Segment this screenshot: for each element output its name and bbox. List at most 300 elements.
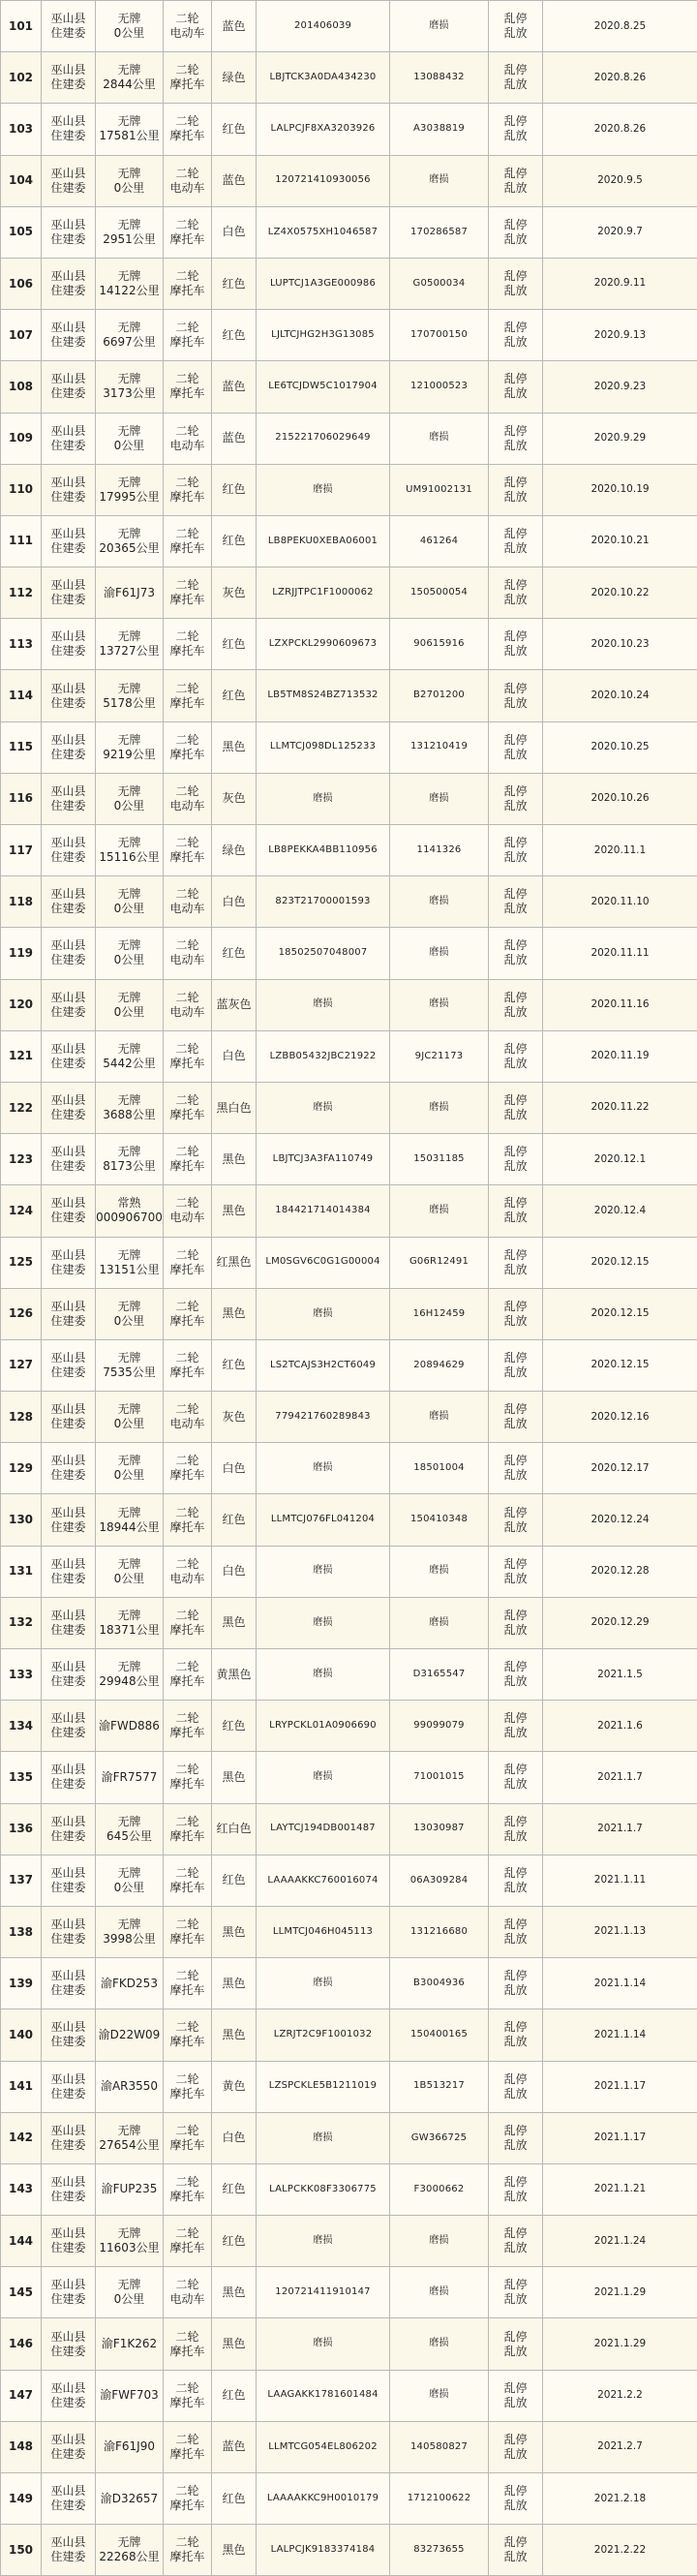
color-cell xyxy=(212,1082,257,1133)
engine-number-cell-text: G06R12491 xyxy=(409,1256,469,1267)
vehicle-type-cell xyxy=(164,155,212,206)
engine-number-cell-text: 461264 xyxy=(420,536,458,546)
plate-cell xyxy=(96,1752,164,1803)
unit-cell-text: 住建委 xyxy=(50,1108,85,1121)
unit-cell-text: 巫山县 xyxy=(50,1196,85,1210)
row-index-text: 142 xyxy=(9,2131,33,2144)
plate-cell-text: 渝FR7577 xyxy=(102,1770,158,1784)
unit-cell-text: 住建委 xyxy=(50,2190,85,2203)
color-cell-text: 黄黑色 xyxy=(216,1668,251,1681)
color-cell xyxy=(212,1649,257,1701)
engine-number-cell-text: UM91002131 xyxy=(406,484,472,495)
engine-number-cell-text: G0500034 xyxy=(413,278,466,289)
unit-cell-text: 住建委 xyxy=(50,2035,85,2048)
vehicle-type-cell-text: 电动车 xyxy=(169,1417,204,1430)
color-cell-text: 黑色 xyxy=(222,1204,245,1217)
reason-cell xyxy=(489,567,543,619)
unit-cell xyxy=(42,1649,96,1701)
date-cell xyxy=(543,721,697,773)
date-cell xyxy=(543,464,697,515)
reason-cell-text: 乱停 xyxy=(503,2072,527,2086)
reason-cell-text: 乱放 xyxy=(503,1468,527,1482)
unit-cell xyxy=(42,619,96,670)
row-index-text: 110 xyxy=(9,482,33,496)
table-row xyxy=(1,1546,697,1597)
unit-cell xyxy=(42,1906,96,1957)
vehicle-type-cell xyxy=(164,2473,212,2525)
vin-cell-text: LUPTCJ1A3GE000986 xyxy=(270,278,376,289)
engine-number-cell xyxy=(390,2525,489,2576)
color-cell-text: 红色 xyxy=(222,2182,245,2195)
unit-cell xyxy=(42,876,96,928)
reason-cell-text: 乱停 xyxy=(503,1917,527,1931)
engine-number-cell xyxy=(390,1701,489,1752)
row-index-text: 118 xyxy=(9,895,33,908)
table-row xyxy=(1,1443,697,1494)
vin-cell xyxy=(257,2525,390,2576)
reason-cell-text: 乱停 xyxy=(503,2278,527,2291)
engine-number-cell xyxy=(390,1546,489,1597)
unit-cell-text: 住建委 xyxy=(50,1365,85,1379)
plate-cell-text: 5442公里 xyxy=(103,1057,156,1070)
vin-cell-text: LZRJT2C9F1001032 xyxy=(274,2029,373,2039)
vin-cell xyxy=(257,1855,390,1906)
color-cell-text: 黑色 xyxy=(222,1925,245,1939)
color-cell-text: 黑色 xyxy=(222,1306,245,1320)
plate-cell-text: 无牌 xyxy=(117,1454,140,1467)
reason-cell xyxy=(489,1288,543,1339)
reason-cell xyxy=(489,258,543,309)
row-index xyxy=(1,1392,42,1443)
date-cell xyxy=(543,773,697,824)
vehicle-type-cell-text: 二轮 xyxy=(175,1402,198,1416)
reason-cell-text: 乱停 xyxy=(503,2175,527,2189)
reason-cell-text: 乱停 xyxy=(503,1866,527,1880)
vin-cell-text: LALPCKK08F3306775 xyxy=(269,2184,377,2194)
unit-cell xyxy=(42,1752,96,1803)
reason-cell-text: 乱放 xyxy=(503,181,527,195)
color-cell-text: 红色 xyxy=(222,1358,245,1371)
date-cell xyxy=(543,1134,697,1185)
date-cell xyxy=(543,1030,697,1082)
date-cell-text: 2020.9.13 xyxy=(594,329,646,341)
reason-cell-text: 乱放 xyxy=(503,2241,527,2254)
row-index-text: 117 xyxy=(9,843,33,857)
reason-cell xyxy=(489,876,543,928)
date-cell xyxy=(543,1392,697,1443)
vin-cell xyxy=(257,1185,390,1237)
color-cell xyxy=(212,2112,257,2163)
plate-cell xyxy=(96,1546,164,1597)
date-cell xyxy=(543,52,697,104)
engine-number-cell-text: 06A309284 xyxy=(410,1875,469,1886)
reason-cell-text: 乱放 xyxy=(503,748,527,761)
plate-cell xyxy=(96,52,164,104)
reason-cell xyxy=(489,670,543,721)
row-index xyxy=(1,1494,42,1546)
color-cell xyxy=(212,1803,257,1855)
plate-cell-text: 渝FWD886 xyxy=(99,1719,160,1733)
row-index xyxy=(1,1,42,52)
vin-cell xyxy=(257,670,390,721)
vehicle-type-cell xyxy=(164,1134,212,1185)
vehicle-type-cell xyxy=(164,1546,212,1597)
reason-cell xyxy=(489,2525,543,2576)
date-cell-text: 2021.2.7 xyxy=(597,2440,643,2452)
row-index xyxy=(1,1237,42,1288)
date-cell-text: 2020.10.23 xyxy=(591,638,649,650)
plate-cell-text: 无牌 xyxy=(117,1402,140,1416)
reason-cell-text: 乱停 xyxy=(503,114,527,128)
vehicle-type-cell xyxy=(164,2061,212,2112)
color-cell xyxy=(212,413,257,464)
plate-cell xyxy=(96,1237,164,1288)
color-cell-text: 白色 xyxy=(222,895,245,908)
reason-cell-text: 乱放 xyxy=(503,1365,527,1379)
plate-cell xyxy=(96,2421,164,2472)
unit-cell-text: 住建委 xyxy=(50,1881,85,1894)
unit-cell-text: 住建委 xyxy=(50,1005,85,1019)
vehicle-type-cell xyxy=(164,2318,212,2370)
engine-number-cell xyxy=(390,206,489,258)
reason-cell-text: 乱停 xyxy=(503,63,527,77)
color-cell-text: 红色 xyxy=(222,277,245,291)
engine-number-cell xyxy=(390,1752,489,1803)
table-row xyxy=(1,258,697,309)
unit-cell-text: 住建委 xyxy=(50,490,85,504)
row-index xyxy=(1,2473,42,2525)
vin-cell xyxy=(257,52,390,104)
plate-cell-text: 0公里 xyxy=(114,799,145,813)
vehicle-type-cell-text: 摩托车 xyxy=(169,386,204,400)
reason-cell-text: 乱放 xyxy=(503,2138,527,2152)
plate-cell-text: 0公里 xyxy=(114,1572,145,1585)
reason-cell-text: 乱停 xyxy=(503,218,527,231)
engine-number-cell-text: B3004936 xyxy=(413,1978,465,1988)
vin-cell-text: 18502507048007 xyxy=(279,947,368,958)
color-cell xyxy=(212,104,257,155)
vin-cell xyxy=(257,1649,390,1701)
reason-cell xyxy=(489,1649,543,1701)
plate-cell-text: 无牌 xyxy=(117,12,140,25)
reason-cell-text: 乱放 xyxy=(503,1983,527,1997)
engine-number-cell xyxy=(390,1597,489,1648)
reason-cell xyxy=(489,515,543,567)
vehicle-type-cell xyxy=(164,773,212,824)
plate-cell xyxy=(96,928,164,979)
vehicle-type-cell-text: 二轮 xyxy=(175,578,198,592)
row-index xyxy=(1,2267,42,2318)
reason-cell-text: 乱停 xyxy=(503,269,527,283)
plate-cell xyxy=(96,2525,164,2576)
vehicle-type-cell-text: 摩托车 xyxy=(169,129,204,142)
date-cell-text: 2020.8.26 xyxy=(594,123,646,135)
date-cell xyxy=(543,2216,697,2267)
date-cell-text: 2020.12.15 xyxy=(591,1359,649,1370)
color-cell-text: 白色 xyxy=(222,1049,245,1062)
vehicle-type-cell xyxy=(164,928,212,979)
row-index xyxy=(1,979,42,1030)
reason-cell-text: 乱停 xyxy=(503,1248,527,1262)
engine-number-cell xyxy=(390,2473,489,2525)
engine-number-cell-text: 磨损 xyxy=(429,1617,448,1628)
date-cell xyxy=(543,1185,697,1237)
vin-cell-text: 磨损 xyxy=(313,1669,332,1679)
reason-cell-text: 乱停 xyxy=(503,2330,527,2344)
date-cell-text: 2020.11.1 xyxy=(594,844,646,856)
date-cell-text: 2020.10.22 xyxy=(591,587,649,598)
engine-number-cell xyxy=(390,2267,489,2318)
vehicle-type-cell xyxy=(164,2163,212,2215)
unit-cell-text: 住建委 xyxy=(50,2499,85,2512)
plate-cell-text: 无牌 xyxy=(117,372,140,385)
reason-cell-text: 乱停 xyxy=(503,424,527,438)
row-index xyxy=(1,206,42,258)
color-cell xyxy=(212,2473,257,2525)
reason-cell-text: 乱停 xyxy=(503,1506,527,1519)
reason-cell-text: 乱停 xyxy=(503,1609,527,1622)
reason-cell xyxy=(489,1443,543,1494)
color-cell-text: 蓝色 xyxy=(222,380,245,393)
date-cell xyxy=(543,1803,697,1855)
color-cell xyxy=(212,1752,257,1803)
unit-cell-text: 巫山县 xyxy=(50,578,85,592)
engine-number-cell-text: 90615916 xyxy=(413,638,465,649)
engine-number-cell xyxy=(390,1237,489,1288)
engine-number-cell-text: 16H12459 xyxy=(413,1308,466,1319)
row-index xyxy=(1,1701,42,1752)
date-cell-text: 2021.1.7 xyxy=(597,1771,643,1783)
vin-cell-text: LAAAAKKC9H0010179 xyxy=(267,2493,379,2503)
engine-number-cell-text: 150500054 xyxy=(410,587,468,598)
engine-number-cell xyxy=(390,2216,489,2267)
vehicle-type-cell-text: 摩托车 xyxy=(169,2396,204,2409)
reason-cell-text: 乱放 xyxy=(503,284,527,297)
plate-cell-text: 无牌 xyxy=(117,682,140,695)
vin-cell-text: LM0SGV6C0G1G00004 xyxy=(265,1256,379,1267)
vehicle-type-cell-text: 二轮 xyxy=(175,1093,198,1107)
plate-cell-text: 0公里 xyxy=(114,181,145,195)
vin-cell-text: 120721411910147 xyxy=(275,2286,370,2297)
engine-number-cell-text: 83273655 xyxy=(413,2544,465,2555)
reason-cell-text: 乱停 xyxy=(503,321,527,334)
vin-cell xyxy=(257,1134,390,1185)
color-cell-text: 红色 xyxy=(222,482,245,496)
date-cell xyxy=(543,258,697,309)
vin-cell-text: LBJTCJ3A3FA110749 xyxy=(273,1153,374,1164)
vin-cell-text: 磨损 xyxy=(313,1565,332,1576)
plate-cell-text: 22268公里 xyxy=(99,2550,159,2563)
engine-number-cell-text: D3165547 xyxy=(413,1669,466,1679)
reason-cell xyxy=(489,2318,543,2370)
date-cell-text: 2021.1.17 xyxy=(594,2131,646,2143)
table-row xyxy=(1,2473,697,2525)
reason-cell-text: 乱停 xyxy=(503,2226,527,2240)
vehicle-type-cell-text: 摩托车 xyxy=(169,1726,204,1739)
unit-cell-text: 巫山县 xyxy=(50,527,85,540)
color-cell xyxy=(212,928,257,979)
unit-cell xyxy=(42,2112,96,2163)
plate-cell-text: 645公里 xyxy=(106,1829,152,1843)
vehicle-type-cell xyxy=(164,979,212,1030)
date-cell xyxy=(543,2267,697,2318)
row-index-text: 105 xyxy=(9,225,33,238)
date-cell-text: 2021.1.5 xyxy=(597,1669,643,1680)
vehicle-type-cell-text: 电动车 xyxy=(169,1572,204,1585)
plate-cell-text: 0公里 xyxy=(114,902,145,915)
table-row xyxy=(1,1288,697,1339)
reason-cell-text: 乱放 xyxy=(503,2190,527,2203)
unit-cell-text: 巫山县 xyxy=(50,1917,85,1931)
vehicle-type-cell-text: 摩托车 xyxy=(169,1263,204,1276)
vin-cell xyxy=(257,1906,390,1957)
color-cell-text: 灰色 xyxy=(222,586,245,599)
vehicle-type-cell-text: 二轮 xyxy=(175,1300,198,1313)
date-cell-text: 2020.12.1 xyxy=(594,1153,646,1165)
unit-cell-text: 住建委 xyxy=(50,593,85,606)
color-cell-text: 白色 xyxy=(222,1461,245,1475)
engine-number-cell-text: 140580827 xyxy=(410,2441,468,2452)
plate-cell xyxy=(96,104,164,155)
vehicle-type-cell-text: 二轮 xyxy=(175,527,198,540)
date-cell xyxy=(543,1288,697,1339)
date-cell xyxy=(543,876,697,928)
color-cell-text: 红色 xyxy=(222,689,245,702)
date-cell-text: 2021.2.2 xyxy=(597,2389,643,2401)
reason-cell-text: 乱放 xyxy=(503,541,527,555)
date-cell-text: 2020.11.19 xyxy=(591,1050,649,1061)
date-cell-text: 2020.12.17 xyxy=(591,1462,649,1474)
engine-number-cell-text: 170700150 xyxy=(410,329,468,340)
unit-cell-text: 巫山县 xyxy=(50,1454,85,1467)
unit-cell-text: 巫山县 xyxy=(50,2175,85,2189)
date-cell-text: 2020.10.24 xyxy=(591,690,649,701)
engine-number-cell-text: 99099079 xyxy=(413,1720,465,1731)
row-index xyxy=(1,1855,42,1906)
engine-number-cell xyxy=(390,1030,489,1082)
row-index xyxy=(1,310,42,361)
vehicle-type-cell-text: 二轮 xyxy=(175,836,198,849)
date-cell xyxy=(543,1443,697,1494)
engine-number-cell-text: 71001015 xyxy=(413,1771,465,1782)
reason-cell-text: 乱停 xyxy=(503,1763,527,1776)
vehicle-type-cell-text: 摩托车 xyxy=(169,1159,204,1173)
unit-cell xyxy=(42,1701,96,1752)
vehicle-type-cell-text: 摩托车 xyxy=(169,2550,204,2563)
plate-cell-text: 无牌 xyxy=(117,1351,140,1365)
vin-cell xyxy=(257,1288,390,1339)
row-index-text: 141 xyxy=(9,2079,33,2093)
date-cell-text: 2020.12.16 xyxy=(591,1411,649,1423)
date-cell xyxy=(543,2421,697,2472)
reason-cell xyxy=(489,721,543,773)
row-index-text: 111 xyxy=(9,534,33,547)
vin-cell-text: 磨损 xyxy=(313,1978,332,1988)
reason-cell-text: 乱放 xyxy=(503,2396,527,2409)
vin-cell xyxy=(257,2061,390,2112)
engine-number-cell xyxy=(390,2421,489,2472)
vehicle-type-cell-text: 二轮 xyxy=(175,1145,198,1158)
plate-cell-text: 无牌 xyxy=(117,167,140,180)
unit-cell-text: 住建委 xyxy=(50,2550,85,2563)
vin-cell-text: LAYTCJ194DB001487 xyxy=(270,1823,376,1833)
vehicle-type-cell-text: 二轮 xyxy=(175,114,198,128)
vehicle-type-cell xyxy=(164,1392,212,1443)
table-row xyxy=(1,825,697,876)
plate-cell-text: 无牌 xyxy=(117,269,140,283)
engine-number-cell xyxy=(390,670,489,721)
vin-cell xyxy=(257,155,390,206)
unit-cell xyxy=(42,1134,96,1185)
unit-cell-text: 住建委 xyxy=(50,1417,85,1430)
reason-cell-text: 乱放 xyxy=(503,1057,527,1070)
vehicle-type-cell-text: 二轮 xyxy=(175,629,198,643)
plate-cell-text: 无牌 xyxy=(117,114,140,128)
engine-number-cell xyxy=(390,773,489,824)
vehicle-type-cell-text: 二轮 xyxy=(175,424,198,438)
vehicle-type-cell-text: 摩托车 xyxy=(169,1468,204,1482)
date-cell xyxy=(543,619,697,670)
reason-cell-text: 乱放 xyxy=(503,1108,527,1121)
unit-cell-text: 住建委 xyxy=(50,1159,85,1173)
vin-cell-text: 磨损 xyxy=(313,793,332,804)
vehicle-type-cell xyxy=(164,721,212,773)
row-index-text: 148 xyxy=(9,2439,33,2453)
reason-cell xyxy=(489,1803,543,1855)
reason-cell-text: 乱放 xyxy=(503,439,527,452)
row-index xyxy=(1,1082,42,1133)
plate-cell xyxy=(96,310,164,361)
vehicle-type-cell-text: 摩托车 xyxy=(169,2499,204,2512)
reason-cell xyxy=(489,1855,543,1906)
vehicle-type-cell-text: 二轮 xyxy=(175,733,198,747)
row-index xyxy=(1,1803,42,1855)
vin-cell-text: 磨损 xyxy=(313,1771,332,1782)
plate-cell xyxy=(96,1701,164,1752)
vin-cell xyxy=(257,2009,390,2061)
unit-cell-text: 巫山县 xyxy=(50,733,85,747)
unit-cell-text: 巫山县 xyxy=(50,12,85,25)
row-index xyxy=(1,721,42,773)
table-row xyxy=(1,1803,697,1855)
row-index-text: 139 xyxy=(9,1977,33,1990)
reason-cell-text: 乱放 xyxy=(503,2499,527,2512)
table-row xyxy=(1,206,697,258)
date-cell-text: 2021.1.17 xyxy=(594,2080,646,2092)
row-index-text: 122 xyxy=(9,1101,33,1115)
vehicle-type-cell-text: 摩托车 xyxy=(169,284,204,297)
unit-cell xyxy=(42,825,96,876)
row-index xyxy=(1,928,42,979)
unit-cell-text: 住建委 xyxy=(50,2447,85,2461)
vehicle-type-cell xyxy=(164,464,212,515)
row-index xyxy=(1,104,42,155)
vehicle-type-cell-text: 二轮 xyxy=(175,1711,198,1725)
reason-cell xyxy=(489,619,543,670)
color-cell xyxy=(212,1339,257,1391)
vehicle-type-cell xyxy=(164,206,212,258)
color-cell xyxy=(212,1958,257,2009)
color-cell xyxy=(212,567,257,619)
vin-cell xyxy=(257,928,390,979)
vin-cell xyxy=(257,2163,390,2215)
reason-cell xyxy=(489,155,543,206)
table-body xyxy=(1,1,697,2576)
row-index-text: 113 xyxy=(9,637,33,651)
unit-cell-text: 巫山县 xyxy=(50,991,85,1004)
reason-cell-text: 乱停 xyxy=(503,2124,527,2137)
color-cell-text: 红色 xyxy=(222,2388,245,2402)
